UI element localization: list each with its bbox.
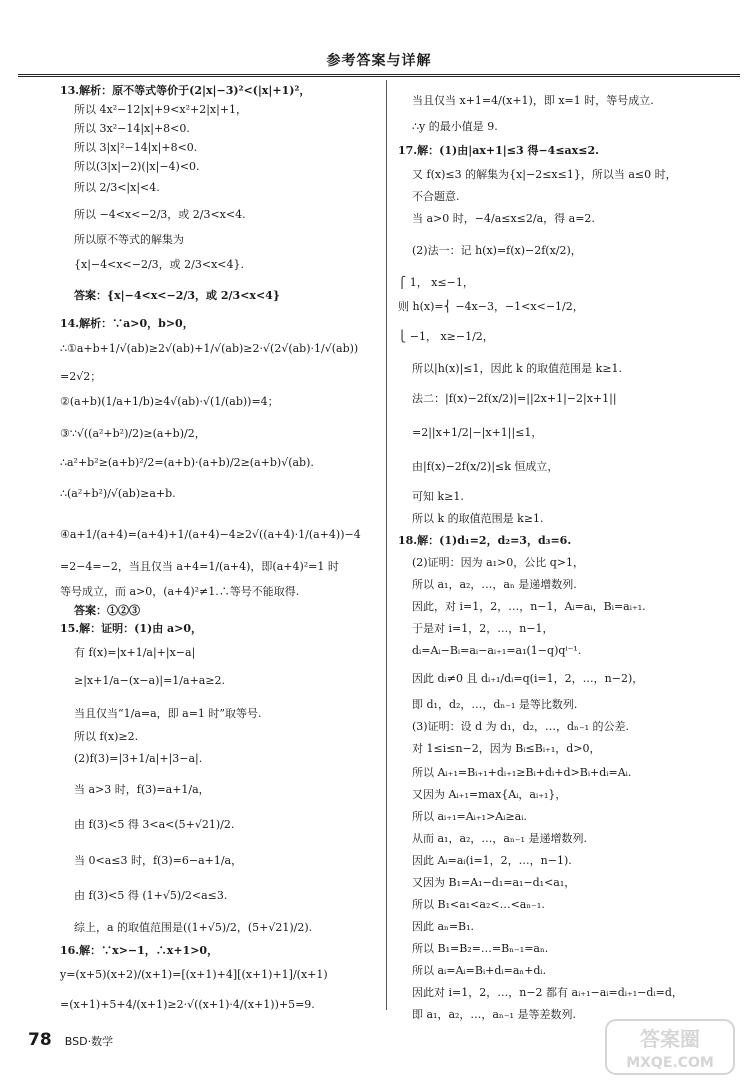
solution-line-q18d: 因此，对 i=1，2，…，n−1，Aᵢ=aᵢ，Bᵢ=aᵢ₊₁. — [412, 600, 646, 613]
solution-line-q17n: 所以 k 的取值范围是 k≥1. — [412, 512, 544, 525]
solution-line-q17h: ⎩ −1， x≥−1/2， — [398, 330, 494, 343]
solution-line-p15g: 当 a>3 时，f(3)=a+1/a， — [74, 783, 210, 796]
solution-line-p15a: 15.解：证明：(1)由 a>0， — [60, 622, 203, 635]
solution-line-q17j: 法二：|f(x)−2f(x/2)|=||2x+1|−2|x+1|| — [412, 392, 617, 405]
solution-line-p14i: =2−4=−2，当且仅当 a+4=1/(a+4)，即(a+4)²=1 时 — [60, 560, 339, 573]
solution-line-q18r: 因此 aₙ=B₁. — [412, 920, 475, 933]
solution-line-p13j: 答案：{x|−4<x<−2/3，或 2/3<x<4} — [74, 289, 280, 302]
solution-line-q17i: 所以|h(x)|≤1，因此 k 的取值范围是 k≥1. — [412, 362, 623, 375]
solution-line-q18i: (3)证明：设 d 为 d₁，d₂，…，dₙ₋₁ 的公差. — [412, 720, 630, 733]
solution-line-p15j: 由 f(3)<5 得 (1+√5)/2<a≤3. — [74, 889, 228, 902]
solution-line-q18e: 于是对 i=1，2，…，n−1， — [412, 622, 554, 635]
solution-line-q17l: 由|f(x)−2f(x/2)|≤k 恒成立， — [412, 460, 559, 473]
solution-line-q18h: 即 d₁，d₂，…，dₙ₋₁ 是等比数列. — [412, 698, 578, 711]
solution-line-q18s: 所以 B₁=B₂=…=Bₙ₋₁=aₙ. — [412, 942, 549, 955]
solution-line-p15f: (2)f(3)=|3+1/a|+|3−a|. — [74, 752, 203, 765]
solution-line-p15k: 综上，a 的取值范围是((1+√5)/2，(5+√21)/2). — [74, 921, 313, 934]
solution-line-p13d: 所以 3|x|²−14|x|+8<0. — [74, 141, 198, 154]
solution-line-p14j: 等号成立，而 a>0，(a+4)²≠1.∴等号不能取得. — [60, 585, 300, 598]
column-divider — [386, 80, 387, 1010]
solution-line-p16b: y=(x+5)(x+2)/(x+1)=[(x+1)+4][(x+1)+1]/(x+1) — [60, 968, 328, 981]
solution-line-q18l: 又因为 Aᵢ₊₁=max{Aᵢ，aᵢ₊₁}， — [412, 788, 567, 801]
solution-line-p13g: 所以 −4<x<−2/3，或 2/3<x<4. — [74, 208, 246, 221]
solution-line-q18t: 所以 aᵢ=Aᵢ=Bᵢ+dᵢ=aₙ+dᵢ. — [412, 964, 547, 977]
solution-line-q18v: 即 a₁，a₂，…，aₙ₋₁ 是等差数列. — [412, 1008, 576, 1021]
solution-line-q18a: 18.解：(1)d₁=2，d₂=3，d₃=6. — [398, 534, 572, 547]
solution-line-p15h: 由 f(3)<5 得 3<a<(5+√21)/2. — [74, 818, 235, 831]
solution-line-q18p: 又因为 B₁=A₁−d₁=a₁−d₁<a₁， — [412, 876, 576, 889]
solution-line-p15d: 当且仅当“1/a=a，即 a=1 时”取等号. — [74, 707, 262, 720]
watermark-site: MXQE.COM — [626, 1055, 714, 1071]
solution-line-p14h: ④a+1/(a+4)=(a+4)+1/(a+4)−4≥2√((a+4)·1/(a+4))−4 — [60, 528, 361, 541]
solution-line-p14g: ∴(a²+b²)/√(ab)≥a+b. — [60, 487, 176, 500]
solution-line-p14b: ∴①a+b+1/√(ab)≥2√(ab)+1/√(ab)≥2·√(2√(ab)·1/√(ab)) — [60, 342, 359, 355]
solution-line-q18q: 所以 B₁<a₁<a₂<…<aₙ₋₁. — [412, 898, 545, 911]
solution-line-p14k: 答案：①②③ — [74, 604, 140, 617]
solution-line-q16d: 当且仅当 x+1=4/(x+1)，即 x=1 时，等号成立. — [412, 94, 654, 107]
solution-line-q18b: (2)证明：因为 a₁>0，公比 q>1， — [412, 556, 585, 569]
solution-line-q18m: 所以 aᵢ₊₁=Aᵢ₊₁>Aᵢ≥aᵢ. — [412, 810, 527, 823]
solution-line-q18n: 从而 a₁，a₂，…，aₙ₋₁ 是递增数列. — [412, 832, 587, 845]
solution-line-p15i: 当 0<a≤3 时，f(3)=6−a+1/a， — [74, 854, 243, 867]
solution-line-q17b: 又 f(x)≤3 的解集为{x|−2≤x≤1}，所以当 a≤0 时， — [412, 168, 677, 181]
solution-line-p13c: 所以 3x²−14|x|+8<0. — [74, 122, 190, 135]
solution-line-p15e: 所以 f(x)≥2. — [74, 730, 139, 743]
solution-line-q17g: 则 h(x)=⎨ −4x−3，−1<x<−1/2， — [398, 300, 584, 313]
page-header — [18, 44, 740, 77]
footer-label: BSD·数学 — [64, 1035, 114, 1048]
solution-line-p14c: =2√2； — [60, 370, 102, 383]
solution-line-p16c: =(x+1)+5+4/(x+1)≥2·√((x+1)·4/(x+1))+5=9. — [60, 998, 315, 1011]
page-title: 参考答案与详解 — [326, 53, 432, 69]
solution-line-q17m: 可知 k≥1. — [412, 490, 464, 503]
solution-line-p13e: 所以(3|x|−2)(|x|−4)<0. — [74, 160, 200, 173]
solution-line-q17a: 17.解：(1)由|ax+1|≤3 得−4≤ax≤2. — [398, 144, 599, 157]
solution-line-p13i: {x|−4<x<−2/3，或 2/3<x<4}. — [74, 258, 245, 271]
solution-line-q16e: ∴y 的最小值是 9. — [412, 120, 498, 133]
solution-line-q18o: 因此 Aᵢ=aᵢ(i=1，2，…，n−1). — [412, 854, 572, 867]
solution-line-p14d: ②(a+b)(1/a+1/b)≥4√(ab)·√(1/(ab))=4； — [60, 395, 279, 408]
page-number: 78 — [28, 1030, 52, 1050]
solution-line-q18c: 所以 a₁，a₂，…，aₙ 是递增数列. — [412, 578, 577, 591]
solution-line-p15b: 有 f(x)=|x+1/a|+|x−a| — [74, 646, 196, 659]
solution-line-p13b: 所以 4x²−12|x|+9<x²+2|x|+1， — [74, 103, 248, 116]
watermark-logo — [604, 1018, 736, 1076]
solution-line-p13a: 13.解析：原不等式等价于(2|x|−3)²<(|x|+1)²， — [60, 84, 311, 97]
solution-line-p14f: ∴a²+b²≥(a+b)²/2=(a+b)·(a+b)/2≥(a+b)√(ab). — [60, 456, 314, 469]
solution-line-q17d: 当 a>0 时，−4/a≤x≤2/a，得 a=2. — [412, 212, 595, 225]
solution-line-q18u: 因此对 i=1，2，…，n−2 都有 aᵢ₊₁−aᵢ=dᵢ₊₁−dᵢ=d， — [412, 986, 683, 999]
solution-line-q17f: ⎧ 1， x≤−1， — [398, 276, 474, 289]
solution-line-p13f: 所以 2/3<|x|<4. — [74, 181, 160, 194]
watermark-text: 答案圈 — [640, 1027, 700, 1051]
solution-line-p13h: 所以原不等式的解集为 — [74, 233, 184, 246]
solution-line-q18j: 对 1≤i≤n−2，因为 Bᵢ≤Bᵢ₊₁，d>0， — [412, 742, 601, 755]
solution-line-q17e: (2)法一：记 h(x)=f(x)−2f(x/2)， — [412, 244, 582, 257]
page-footer — [28, 1030, 113, 1050]
solution-line-q18g: 因此 dᵢ≠0 且 dᵢ₊₁/dᵢ=q(i=1，2，…，n−2)， — [412, 672, 644, 685]
solution-line-q17k: =2||x+1/2|−|x+1||≤1， — [412, 426, 543, 439]
solution-line-p15c: ≥|x+1/a−(x−a)|=1/a+a≥2. — [74, 674, 226, 687]
solution-line-p14e: ③∵√((a²+b²)/2)≥(a+b)/2， — [60, 427, 206, 440]
solution-line-p16a: 16.解：∵x>−1，∴x+1>0， — [60, 944, 219, 957]
solution-line-q18f: dᵢ=Aᵢ−Bᵢ=aᵢ−aᵢ₊₁=a₁(1−q)qⁱ⁻¹. — [412, 644, 582, 657]
solution-line-q18k: 所以 Aᵢ₊₁=Bᵢ₊₁+dᵢ₊₁≥Bᵢ+dᵢ+d>Bᵢ+dᵢ=Aᵢ. — [412, 766, 632, 779]
solution-line-q17c: 不合题意. — [412, 190, 460, 203]
solution-line-p14a: 14.解析：∵a>0，b>0， — [60, 317, 194, 330]
